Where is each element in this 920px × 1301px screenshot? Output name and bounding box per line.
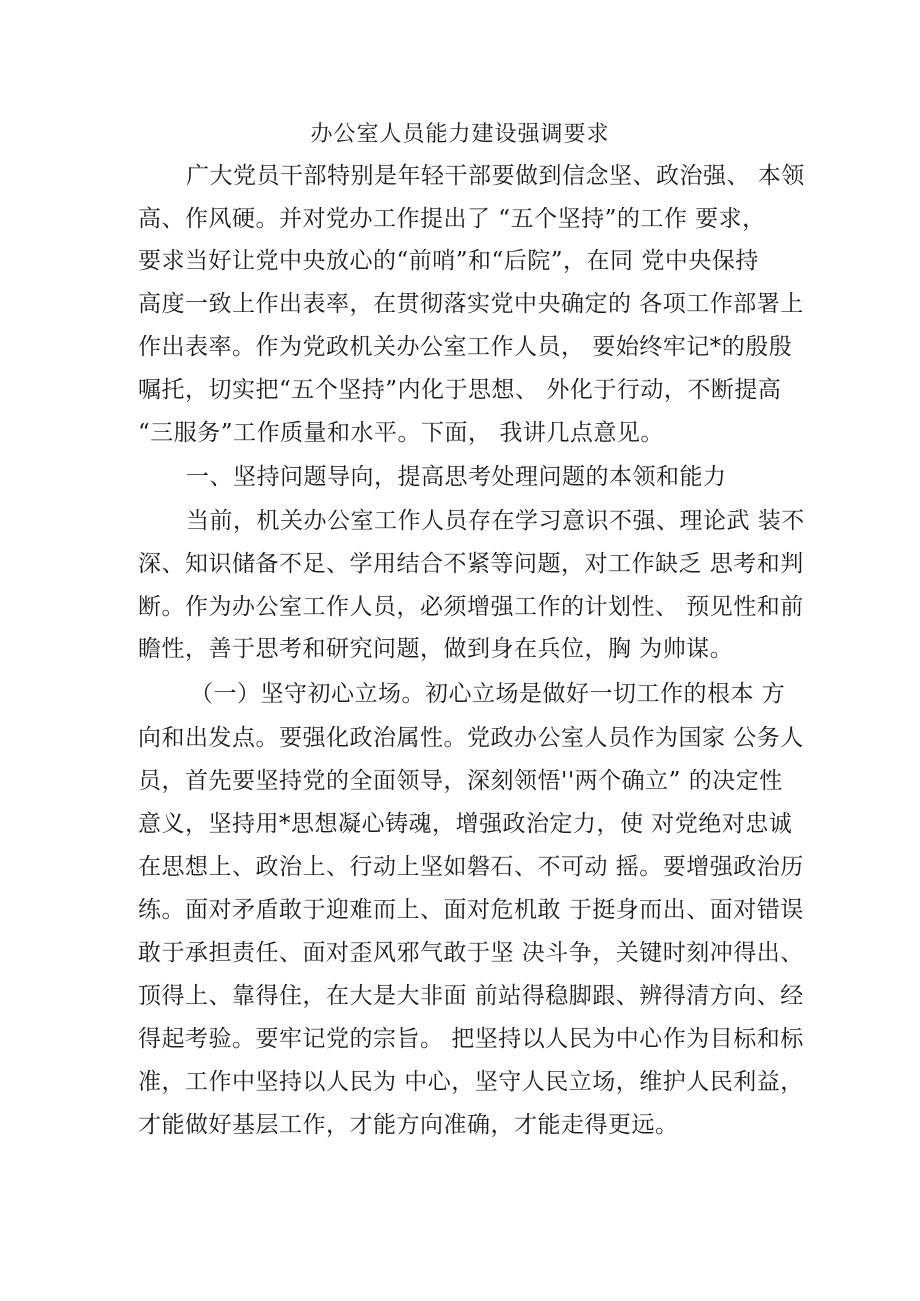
intro-line: “三服务”工作质量和水平。下面， 我讲几点意见。 — [138, 420, 664, 446]
subsection1-line: 准，工作中坚持以人民为 中心，坚守人民立场，维护人民利益， — [138, 1069, 804, 1095]
document-title: 办公室人员能力建设强调要求 — [310, 122, 610, 147]
intro-line: 嘱托，切实把“五个坚持”内化于思想、 外化于行动，不断提高 — [138, 377, 782, 403]
section1-line: 深、知识储备不足、学用结合不紧等问题，对工作缺乏 思考和判 — [138, 551, 804, 577]
intro-line: 高度一致上作出表率，在贯彻落实党中央确定的 各项工作部署上 — [138, 291, 804, 317]
subsection1-line: 向和出发点。要强化政治属性。党政办公室人员作为国家 公务人 — [138, 725, 804, 751]
section1-line: 当前，机关办公室工作人员存在学习意识不强、理论武 装不 — [186, 508, 805, 534]
subsection1-line: 意义，坚持用*思想凝心铸魂，增强政治定力，使 对党绝对忠诚 — [138, 811, 793, 837]
intro-line: 作出表率。作为党政机关办公室工作人员， 要始终牢记*的殷殷 — [138, 334, 793, 360]
subsection1-line: 练。面对矛盾敢于迎难而上、面对危机敢 于挺身而出、面对错误 — [138, 897, 804, 923]
intro-line: 高、作风硬。并对党办工作提出了 “五个坚持”的工作 要求， — [138, 206, 766, 232]
section1-line: 断。作为办公室工作人员，必须增强工作的计划性、 预见性和前 — [138, 594, 804, 620]
intro-line: 要求当好让党中央放心的“前哨”和“后院”，在同 党中央保持 — [138, 248, 759, 274]
section-heading: 一、坚持问题导向，提高思考处理问题的本领和能力 — [186, 464, 727, 490]
subsection1-line: 员，首先要坚持党的全面领导，深刻领悟''两个确立” 的决定性 — [138, 768, 783, 794]
section1-line: 瞻性，善于思考和研究问题，做到身在兵位，胸 为帅谋。 — [138, 636, 734, 662]
subsection1-line: 才能做好基层工作，才能方向准确，才能走得更远。 — [138, 1112, 679, 1138]
subsection1-line: 敢于承担责任、面对歪风邪气敢于坚 决斗争，关键时刻冲得出、 — [138, 940, 804, 966]
subsection1-line: （一）坚守初心立场。初心立场是做好一切工作的根本 方 — [190, 681, 786, 707]
subsection1-line: 得起考验。要牢记党的宗旨。 把坚持以人民为中心作为目标和标 — [138, 1026, 804, 1052]
intro-line: 广大党员干部特别是年轻干部要做到信念坚、政治强、 本领 — [186, 163, 805, 189]
subsection1-line: 顶得上、靠得住，在大是大非面 前站得稳脚跟、辨得清方向、经 — [138, 983, 804, 1009]
subsection1-line: 在思想上、政治上、行动上坚如磐石、不可动 摇。要增强政治历 — [138, 854, 804, 880]
